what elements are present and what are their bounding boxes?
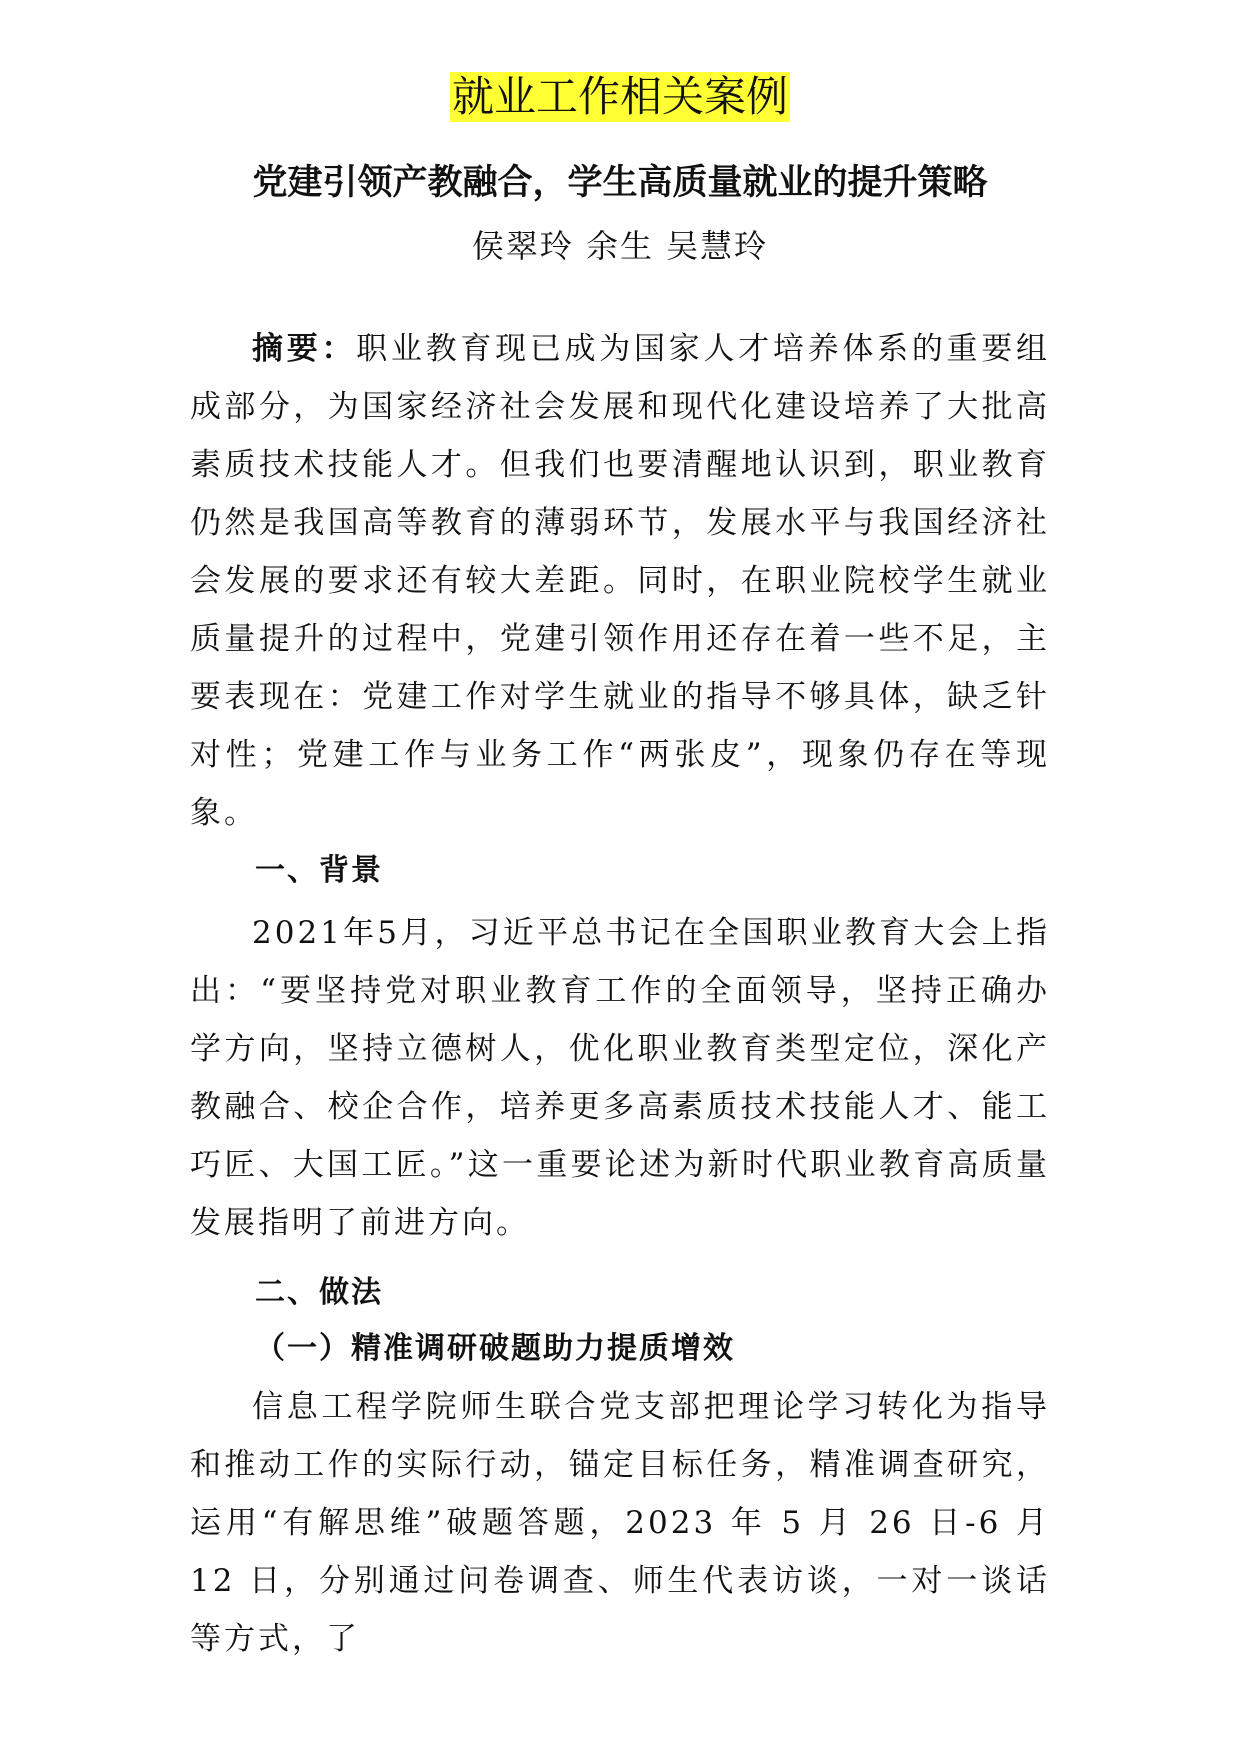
background-section <box>190 904 1050 1252</box>
authors-line: 侯翠玲 余生 吴慧玲 <box>471 227 769 265</box>
background-paragraph: 2021年5月，习近平总书记在全国职业教育大会上指出：“要坚持党对职业教育工作的全面领导，坚持正确办学方向，坚持立德树人，优化职业教育类型定位，深化产教融合、校企合作，培养更多高素质技术技能人才、能工巧匠、大国工匠。”这一重要论述为新时代职业教育高质量发展指明了前进方向。 <box>190 915 1050 1241</box>
abstract-label: 摘要： <box>252 331 357 367</box>
subsection-heading: （一）精准调研破题助力提质增效 <box>255 1331 735 1366</box>
document-title: 党建引领产教融合，学生高质量就业的提升策略 <box>252 163 988 203</box>
approach-section <box>190 1378 1050 1668</box>
section-heading-background: 一、背景 <box>255 853 383 888</box>
abstract-block <box>190 320 1050 842</box>
approach-paragraph: 信息工程学院师生联合党支部把理论学习转化为指导和推动工作的实际行动，锚定目标任务，精准调查研究，运用“有解思维”破题答题，2023 年 5 月 26 日-6 月 12 日，分别通过问卷调查、师生代表访谈，一对一谈话等方式，了 <box>190 1389 1050 1657</box>
abstract-paragraph <box>190 320 1050 842</box>
category-label: 就业工作相关案例 <box>451 72 788 121</box>
abstract-text: 职业教育现已成为国家人才培养体系的重要组成部分，为国家经济社会发展和现代化建设培养了大批高素质技术技能人才。但我们也要清醒地认识到，职业教育仍然是我国高等教育的薄弱环节，发展水平与我国经济社会发展的要求还有较大差距。同时，在职业院校学生就业质量提升的过程中，党建引领作用还存在着一些不足，主要表现在：党建工作对学生就业的指导不够具体，缺乏针对性；党建工作与业务工作“两张皮”，现象仍存在等现象。 <box>190 331 1051 831</box>
category-header <box>0 72 1240 122</box>
section-heading-approach: 二、做法 <box>255 1275 383 1310</box>
